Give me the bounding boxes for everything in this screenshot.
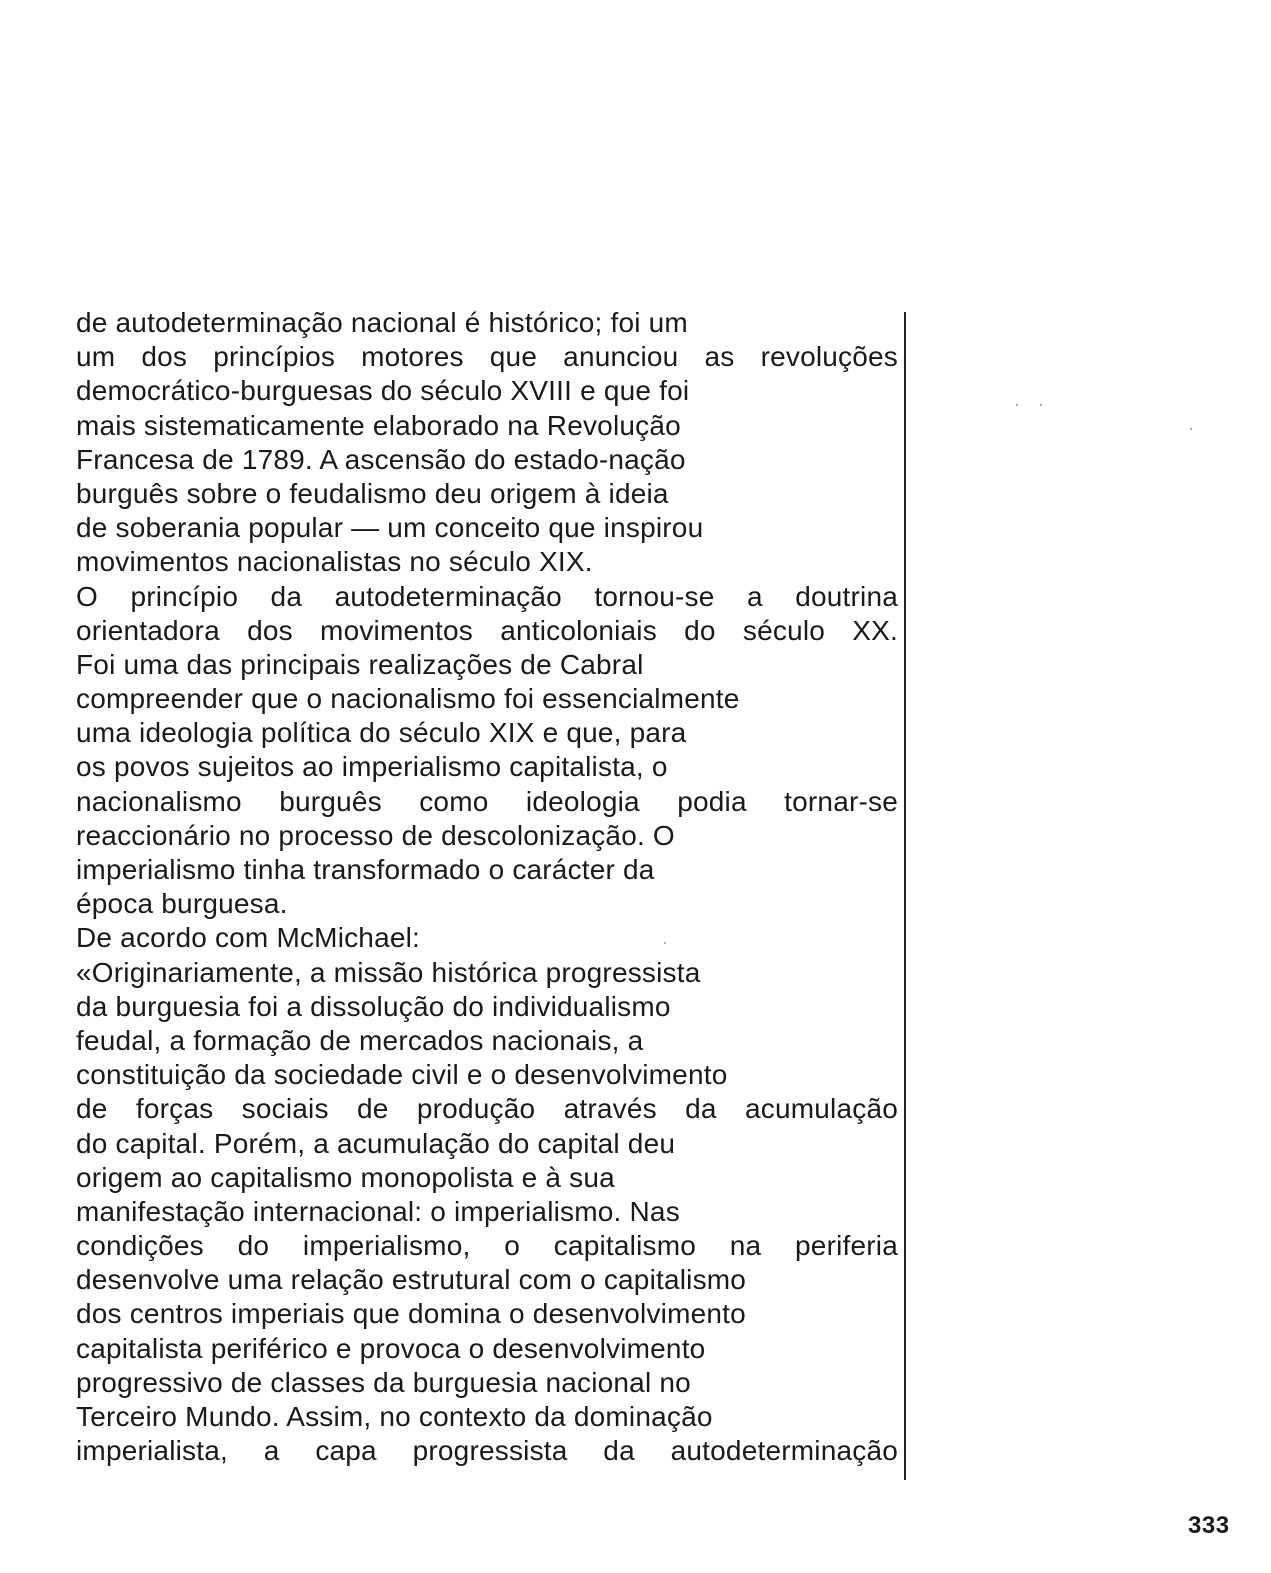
- text-line: imperialista, a capa progressista da autodeterminação: [76, 1435, 898, 1467]
- text-line: movimentos nacionalistas no século XIX.: [76, 546, 593, 578]
- text-line: de soberania popular — um conceito que inspirou: [76, 512, 704, 544]
- margin-rule: [904, 312, 906, 1480]
- text-line: mais sistematicamente elaborado na Revolução: [76, 409, 681, 441]
- text-line: de forças sociais de produção através da acumulação: [76, 1093, 898, 1125]
- body-text: [76, 306, 898, 1468]
- text-line: compreender que o nacionalismo foi essencialmente: [76, 683, 740, 715]
- text-line: de autodeterminação nacional é histórico; foi um: [76, 307, 688, 338]
- text-line: os povos sujeitos ao imperialismo capitalista, o: [76, 751, 668, 783]
- scan-speck: [1190, 428, 1192, 430]
- scan-speck: [1016, 404, 1018, 406]
- scan-speck: [664, 942, 666, 944]
- text-line: O princípio da autodeterminação tornou-se a doutrina: [76, 580, 898, 612]
- text-line: «Originariamente, a missão histórica progressista: [76, 956, 701, 988]
- text-line: imperialismo tinha transformado o carácter da: [76, 854, 655, 885]
- text-line: reaccionário no processo de descolonização. O: [76, 819, 675, 851]
- text-line: progressivo de classes da burguesia nacional no: [76, 1366, 691, 1398]
- text-line: De acordo com McMichael:: [76, 922, 421, 954]
- text-line: Terceiro Mundo. Assim, no contexto da dominação: [76, 1401, 713, 1432]
- text-line: nacionalismo burguês como ideologia podia tornar-se: [76, 785, 898, 817]
- text-line: origem ao capitalismo monopolista e à sua: [76, 1161, 615, 1193]
- text-line: do capital. Porém, a acumulação do capital deu: [76, 1127, 676, 1159]
- text-line: da burguesia foi a dissolução do individualismo: [76, 990, 671, 1022]
- text-line: uma ideologia política do século XIX e que, para: [76, 717, 687, 749]
- text-line: desenvolve uma relação estrutural com o capitalismo: [76, 1264, 747, 1296]
- text-line: burguês sobre o feudalismo deu origem à ideia: [76, 477, 669, 509]
- text-line: Foi uma das principais realizações de Cabral: [76, 648, 644, 680]
- text-line: democrático-burguesas do século XVIII e que foi: [76, 375, 690, 407]
- text-line: um dos princípios motores que anunciou as revoluções: [76, 341, 898, 373]
- text-line: constituição da sociedade civil e o desenvolvimento: [76, 1059, 728, 1091]
- text-line: dos centros imperiais que domina o desenvolvimento: [76, 1298, 746, 1330]
- scan-speck: [1040, 404, 1042, 406]
- text-line: época burguesa.: [76, 888, 288, 920]
- text-line: manifestação internacional: o imperialismo. Nas: [76, 1195, 680, 1227]
- text-line: condições do imperialismo, o capitalismo na periferia: [76, 1230, 898, 1262]
- text-line: feudal, a formação de mercados nacionais, a: [76, 1024, 644, 1056]
- text-line: orientadora dos movimentos anticoloniais do século XX.: [76, 614, 898, 646]
- text-line: Francesa de 1789. A ascensão do estado-nação: [76, 443, 686, 475]
- text-line: capitalista periférico e provoca o desenvolvimento: [76, 1332, 706, 1364]
- page-number: 333: [1188, 1512, 1230, 1539]
